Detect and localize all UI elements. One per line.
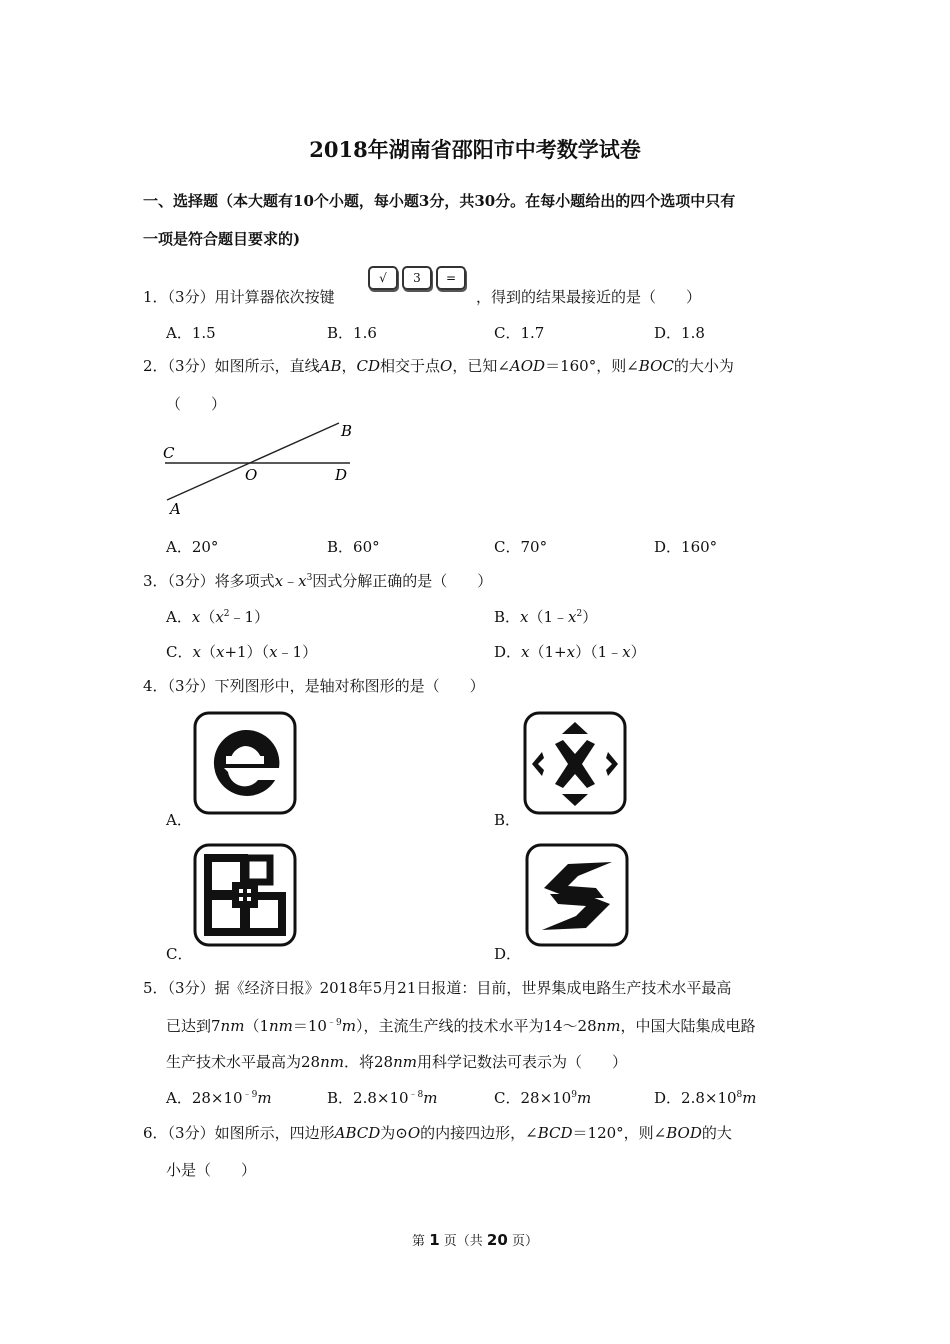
option-a: [166, 1087, 272, 1108]
question-text: 的内接四边形，∠: [420, 1124, 538, 1142]
page-number: 1: [429, 1231, 440, 1249]
option-b: B．: [494, 811, 521, 829]
label-c: C: [163, 444, 175, 462]
question-text: 为⊙: [380, 1124, 408, 1142]
option-text: +1）（: [224, 643, 270, 661]
var-x: x: [192, 643, 201, 661]
e-logo-icon: [192, 710, 298, 816]
unit-nm: nm: [596, 1017, 621, 1035]
var-x: x: [520, 608, 529, 626]
question-text: （1: [244, 1017, 269, 1035]
question-5-line2: [166, 1015, 756, 1036]
question-1: [143, 286, 335, 307]
option-label: B．: [494, 608, 521, 626]
var-aod: AOD: [509, 357, 546, 375]
exponent: 2: [576, 609, 583, 619]
option-text: D．2.8×10: [654, 1089, 737, 1107]
question-score: （3分）: [167, 677, 215, 695]
exponent: 9: [571, 1090, 577, 1100]
exponent: ﹣9: [242, 1090, 258, 1100]
question-5-line3: [166, 1051, 627, 1072]
question-text: 将多项式: [214, 572, 275, 590]
question-number: 3．: [143, 572, 168, 590]
section-header-line1: 一、选择题（本大题有10个小题，每小题3分，共30分。在每小题给出的四个选项中只有: [143, 192, 736, 210]
minus: ﹣: [283, 572, 299, 590]
option-text: ）: [582, 608, 598, 626]
page-title: 2018年湖南省邵阳市中考数学试卷: [309, 137, 641, 162]
comma: ，: [341, 357, 357, 375]
var-x: x: [566, 643, 576, 661]
question-text: ．将28: [343, 1053, 394, 1071]
option-c: C．1.7: [494, 324, 545, 342]
question-score: （3分）: [167, 979, 215, 997]
option-text: （: [200, 608, 216, 626]
var-o: O: [440, 357, 453, 375]
unit-m: m: [742, 1089, 757, 1107]
var-x: x: [622, 643, 631, 661]
line-ab: [167, 423, 339, 500]
option-b: B．60°: [327, 538, 380, 556]
page-footer: [0, 1230, 950, 1249]
question-6: [143, 1122, 732, 1143]
question-6-line2: 小是（ ）: [166, 1161, 257, 1179]
var-bod: BOD: [666, 1124, 702, 1142]
label-b: B: [341, 422, 353, 440]
question-text: 用计算器依次按键: [214, 288, 335, 306]
sqrt-key-icon: √: [368, 266, 398, 290]
option-d: [654, 1087, 757, 1108]
option-a: A．1.5: [166, 324, 216, 342]
intersecting-lines-figure: [155, 418, 365, 518]
var-ab: AB: [319, 357, 342, 375]
question-5: [143, 977, 731, 998]
unit-nm: nm: [393, 1053, 417, 1071]
var-abcd: ABCD: [334, 1124, 381, 1142]
question-number: 5．: [143, 979, 168, 997]
option-text: （: [200, 643, 216, 661]
option-b: [327, 1087, 438, 1108]
three-key-icon: 3: [402, 266, 432, 290]
total-pages: 20: [486, 1231, 508, 1249]
var-boc: BOC: [638, 357, 674, 375]
question-score: （3分）: [167, 1124, 215, 1142]
question-text: 用科学记数法可表示为（ ）: [416, 1053, 627, 1071]
question-text: 如图所示，直线: [214, 357, 320, 375]
option-a: A．20°: [166, 538, 219, 556]
knot-pattern-icon: [192, 842, 298, 948]
s-shape-icon: [524, 842, 630, 948]
label-d: D: [335, 466, 348, 484]
unit-nm: nm: [220, 1017, 245, 1035]
question-text: ＝160°，则∠: [545, 357, 639, 375]
exponent: 8: [736, 1090, 743, 1100]
footer-text: 第: [412, 1234, 426, 1249]
question-3: [143, 570, 492, 591]
question-text: 已达到7: [166, 1017, 221, 1035]
question-text: 因式分解正确的是（ ）: [312, 572, 493, 590]
question-score: （3分）: [167, 288, 215, 306]
option-text: ﹣1）: [277, 643, 318, 661]
question-text-after: ，得到的结果最接近的是（ ）: [476, 288, 702, 306]
var-o: O: [407, 1124, 421, 1142]
var-x: x: [521, 643, 530, 661]
question-text: 相交于点: [380, 357, 441, 375]
unit-nm: nm: [320, 1053, 344, 1071]
option-text: B．2.8×10: [327, 1089, 409, 1107]
question-text: 据《经济日报》2018年5月21日报道：目前，世界集成电路生产技术水平最高: [214, 979, 732, 997]
answer-paren: （ ）: [166, 395, 227, 413]
option-a: A．: [166, 811, 192, 829]
question-text: 的大小为: [673, 357, 734, 375]
question-text: ＝120°，则∠: [572, 1124, 667, 1142]
var-x: x: [215, 608, 224, 626]
option-d: D．160°: [654, 538, 718, 556]
label-o: O: [245, 466, 258, 484]
unit-nm: nm: [268, 1017, 293, 1035]
question-text: ＝10: [292, 1017, 327, 1035]
option-c: [494, 1087, 591, 1108]
option-c: [166, 641, 317, 662]
question-text: ，中国大陆集成电路: [620, 1017, 756, 1035]
option-text: C．28×10: [494, 1089, 572, 1107]
question-text: ，已知∠: [452, 357, 510, 375]
option-d: [494, 641, 646, 662]
option-text: ）: [630, 643, 646, 661]
option-text: ）（1﹣: [575, 643, 623, 661]
option-c: C．70°: [494, 538, 548, 556]
footer-text: 页（共: [443, 1234, 483, 1249]
option-text: （1+: [529, 643, 567, 661]
option-c: C．: [166, 945, 193, 963]
var-x: x: [298, 572, 307, 590]
exponent: ﹣8: [408, 1090, 424, 1100]
option-label: D．: [494, 643, 522, 661]
option-a: [166, 606, 269, 627]
var-x: x: [269, 643, 278, 661]
question-4: [143, 675, 485, 696]
question-2: [143, 355, 734, 376]
question-text: 下列图形中，是轴对称图形的是（ ）: [214, 677, 485, 695]
question-number: 6．: [143, 1124, 168, 1142]
section-header-line2: 一项是符合题目要求的): [143, 230, 301, 248]
var-cd: CD: [356, 357, 380, 375]
question-text: 的大: [701, 1124, 732, 1142]
question-number: 2．: [143, 357, 168, 375]
question-text: 生产技术水平最高为28: [166, 1053, 321, 1071]
unit-m: m: [423, 1089, 438, 1107]
calculator-keys: [368, 266, 470, 290]
question-number: 4．: [143, 677, 168, 695]
arrows-x-icon: [522, 710, 628, 816]
question-text: 如图所示，四边形: [214, 1124, 335, 1142]
unit-m: m: [257, 1089, 272, 1107]
var-x: x: [191, 608, 201, 626]
question-score: （3分）: [167, 572, 215, 590]
option-text: （1﹣: [528, 608, 569, 626]
var-x: x: [215, 643, 225, 661]
unit-m: m: [576, 1089, 592, 1107]
option-label: A．: [166, 608, 192, 626]
footer-text: 页）: [511, 1234, 538, 1249]
var-bcd: BCD: [537, 1124, 573, 1142]
equals-key-icon: =: [436, 266, 466, 290]
var-x: x: [274, 572, 284, 590]
option-d: D．: [494, 945, 522, 963]
option-b: B．1.6: [327, 324, 377, 342]
unit-m: m: [341, 1017, 356, 1035]
var-x: x: [568, 608, 577, 626]
exponent: ﹣9: [326, 1018, 342, 1028]
exponent: 2: [223, 609, 230, 619]
question-score: （3分）: [167, 357, 215, 375]
option-text: A．28×10: [166, 1089, 243, 1107]
label-a: A: [170, 500, 181, 518]
option-text: ﹣1）: [229, 608, 270, 626]
option-d: D．1.8: [654, 324, 705, 342]
option-label: C．: [166, 643, 193, 661]
option-b: [494, 606, 597, 627]
exponent: 3: [306, 573, 313, 583]
question-number: 1．: [143, 288, 168, 306]
question-text: ），主流生产线的技术水平为14～28: [355, 1017, 597, 1035]
